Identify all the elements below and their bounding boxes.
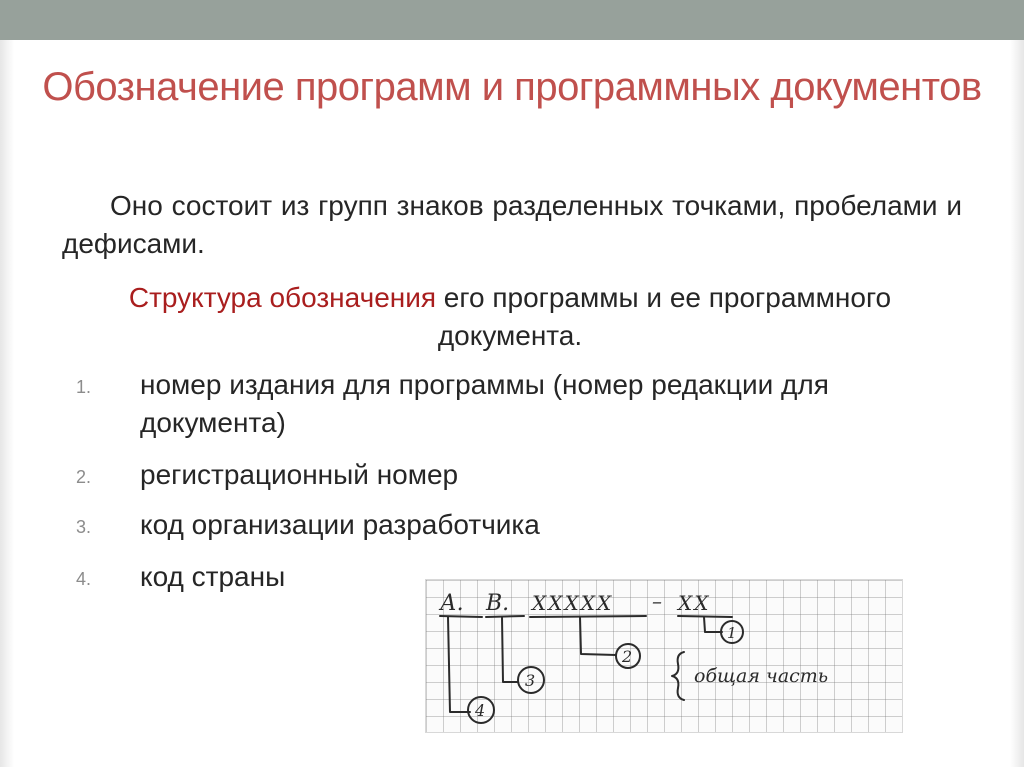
intro-paragraph: Оно состоит из групп знаков разделенных точками, пробелами и дефисами. [62, 190, 962, 259]
list-item-number: 2. [76, 467, 92, 487]
list-item-text: регистрационный номер [140, 459, 459, 490]
left-edge-shadow [0, 40, 14, 767]
slide-title: Обозначение программ и программных документов [42, 65, 982, 109]
scheme-part-x2: XX [678, 591, 711, 615]
scheme-marker-2: 2 [622, 647, 633, 666]
connector-3 [502, 617, 518, 682]
scheme-brace-label: общая часть [694, 665, 829, 687]
connector-2 [580, 617, 616, 655]
top-bar [0, 0, 1024, 40]
scheme-part-a: А. [440, 591, 464, 616]
list-item-text: номер издания для программы (номер редакции для документа) [140, 369, 829, 438]
underline-a [440, 616, 482, 617]
connector-1 [704, 617, 722, 632]
underline-x2 [678, 616, 732, 617]
underline-x5 [530, 616, 646, 617]
underline-b [486, 616, 524, 617]
scheme-dash: – [652, 589, 662, 613]
structure-accent-text: Структура обозначения [128, 282, 437, 313]
scheme-marker-3: 3 [525, 671, 536, 690]
list-item-number: 1. [76, 377, 92, 397]
scheme-marker-4: 4 [475, 701, 486, 720]
scheme-part-x5: XXXXX [532, 591, 614, 615]
scheme-part-b: В. [486, 591, 510, 616]
right-edge-shadow [1010, 40, 1024, 767]
list-item-text: код организации разработчика [140, 509, 540, 540]
list-item-number: 3. [76, 517, 92, 537]
structure-paragraph [90, 279, 930, 355]
structure-rest-text: его программы и ее программного документа. [436, 282, 892, 351]
list-item-number: 4. [76, 569, 92, 589]
scheme-drawing [426, 580, 902, 732]
list-item-text: код страны [140, 561, 286, 592]
brace-icon [672, 652, 684, 700]
handwritten-designation-scheme [425, 579, 903, 733]
scheme-marker-1: 1 [727, 624, 737, 642]
connector-4 [448, 617, 470, 712]
